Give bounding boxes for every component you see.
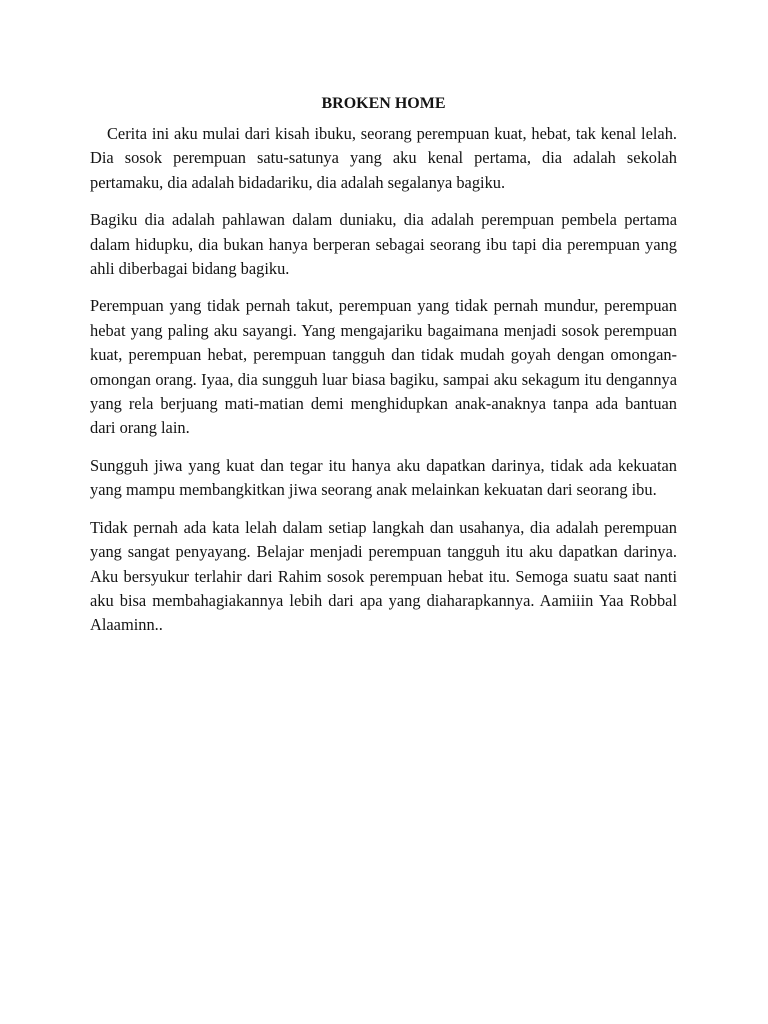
paragraph-4: Sungguh jiwa yang kuat dan tegar itu hanya aku dapatkan darinya, tidak ada kekuatan yang mampu membangkitkan jiwa seorang anak melainkan kekuatan dari seorang ibu. — [90, 455, 677, 500]
paragraph-1: Cerita ini aku mulai dari kisah ibuku, seorang perempuan kuat, hebat, tak kenal lelah. Dia sosok perempuan satu-satunya yang aku kenal pertama, dia adalah sekolah pertamaku, dia adalah bidadariku, dia adalah segalanya bagiku. — [90, 124, 677, 192]
paragraph-3: Perempuan yang tidak pernah takut, perempuan yang tidak pernah mundur, perempuan hebat yang paling aku sayangi. Yang mengajariku bagaimana menjadi sosok perempuan kuat, perempuan hebat, perempuan tangguh dan tidak mudah goyah dengan omongan-omongan orang. Iyaa, dia sungguh luar biasa bagiku, sampai aku sekagum itu dengannya yang rela berjuang mati-matian demi menghidupkan anak-anaknya tanpa ada bantuan dari orang lain. — [90, 296, 677, 438]
document-page — [90, 92, 677, 651]
document-title: BROKEN HOME — [321, 95, 446, 112]
paragraph-2: Bagiku dia adalah pahlawan dalam duniaku, dia adalah perempuan pembela pertama dalam hidupku, dia bukan hanya berperan sebagai seorang ibu tapi dia perempuan yang ahli diberbagai bidang bagiku. — [90, 210, 677, 279]
paragraph-5: Tidak pernah ada kata lelah dalam setiap langkah dan usahanya, dia adalah perempuan yang sangat penyayang. Belajar menjadi perempuan tangguh itu aku dapatkan darinya. Aku bersyukur terlahir dari Rahim sosok perempuan hebat itu. Semoga suatu saat nanti aku bisa membahagiakannya lebih dari apa yang diaharapkannya. Aamiiin Yaa Robbal Alaaminn.. — [90, 517, 677, 635]
